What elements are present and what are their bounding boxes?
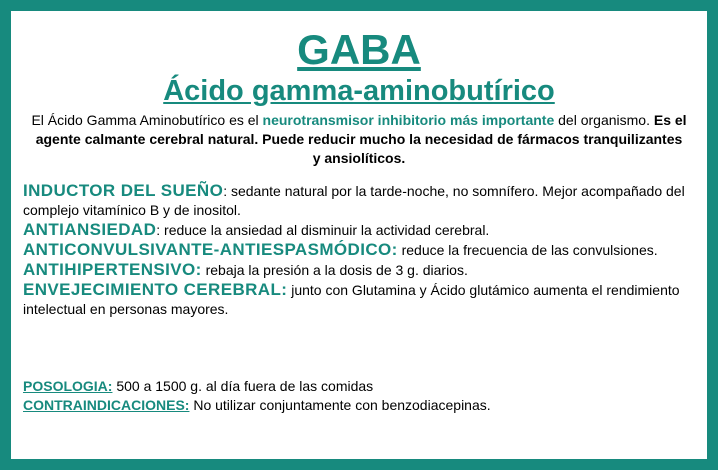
property-text: junto con Glutamina y Ácido glutámico aumenta el rendimiento intelectual en personas mayores.	[23, 282, 680, 317]
contraindications-text: No utilizar conjuntamente con benzodiacepinas.	[189, 397, 491, 413]
posologia-text: 500 a 1500 g. al día fuera de las comidas	[112, 378, 374, 394]
property-text: reduce la frecuencia de las convulsiones.	[397, 242, 658, 258]
intro-text-2: del organismo.	[554, 112, 654, 128]
intro-bold: Es el agente calmante cerebral natural. Puede reducir mucho la necesidad de fármacos tranquilizantes y ansiolíticos.	[35, 112, 687, 166]
property-heading: ANTIHIPERTENSIVO:	[23, 260, 202, 279]
properties-list	[23, 181, 685, 319]
property-heading: ENVEJECIMIENTO CEREBRAL:	[23, 280, 288, 299]
notes-section	[23, 377, 685, 415]
contraindications-line	[23, 396, 685, 415]
property-item	[23, 181, 685, 220]
intro-text-1: El Ácido Gamma Aminobutírico es el	[31, 112, 263, 128]
page-title: GABA	[297, 26, 421, 73]
property-heading: ANTIANSIEDAD	[23, 220, 157, 239]
property-item	[23, 240, 685, 260]
document-content	[11, 11, 707, 459]
property-item	[23, 260, 685, 280]
property-heading: ANTICONVULSIVANTE-ANTIESPASMÓDICO:	[23, 240, 398, 259]
page-subtitle: Ácido gamma-aminobutírico	[163, 75, 555, 107]
property-item	[23, 220, 685, 240]
intro-highlight: neurotransmisor inhibitorio más importante	[262, 112, 555, 128]
property-text: rebaja la presión a la dosis de 3 g. diarios.	[201, 262, 468, 278]
property-text: : sedante natural por la tarde-noche, no somnífero. Mejor acompañado del complejo vitamínico B y de inositol.	[23, 183, 685, 218]
posologia-label: POSOLOGIA:	[23, 378, 113, 394]
intro-paragraph	[31, 111, 687, 168]
contraindications-label: CONTRAINDICACIONES:	[23, 397, 190, 413]
posologia-line	[23, 377, 685, 396]
property-text: : reduce la ansiedad al disminuir la actividad cerebral.	[156, 222, 490, 238]
property-item	[23, 280, 685, 319]
property-heading: INDUCTOR DEL SUEÑO	[23, 181, 224, 200]
